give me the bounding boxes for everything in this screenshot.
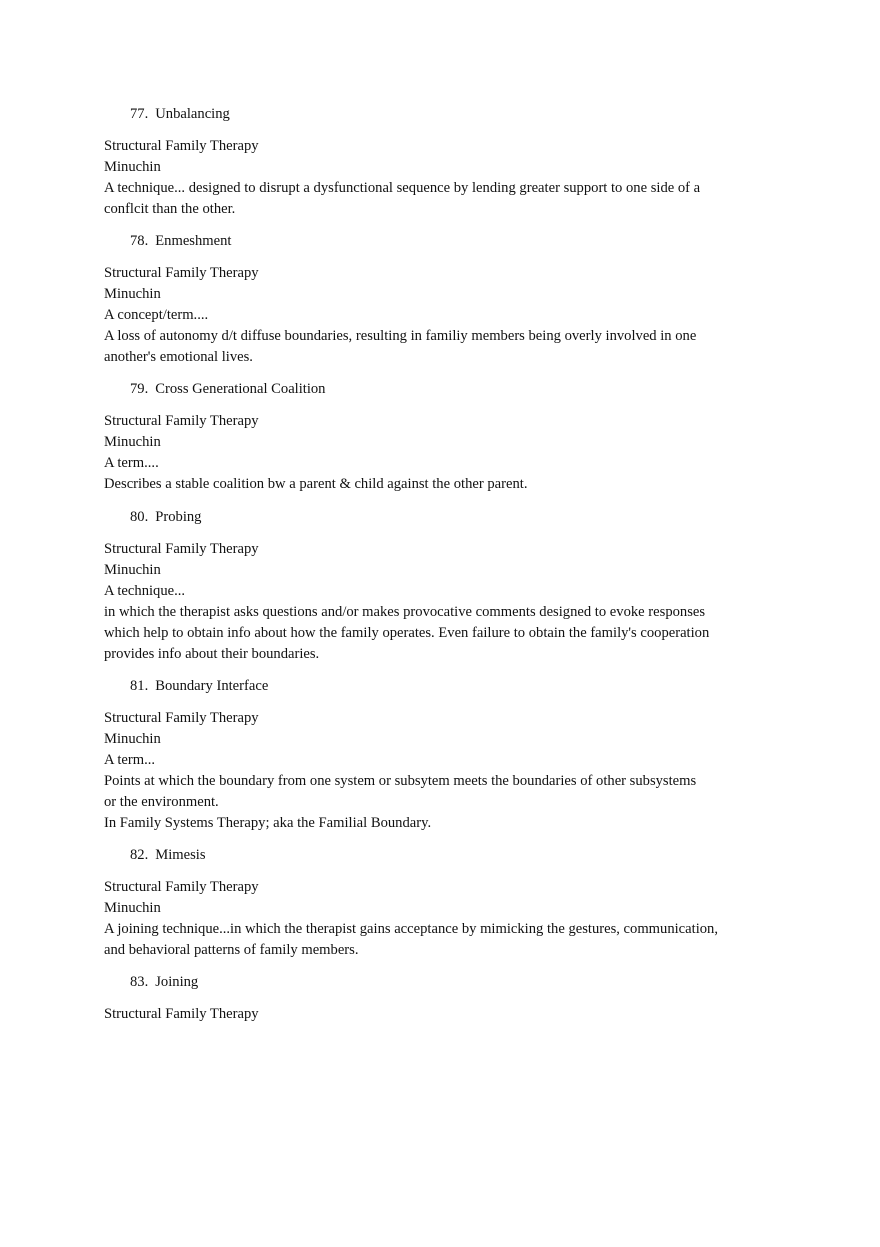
- entry-line: Structural Family Therapy: [104, 413, 259, 429]
- entry-heading: [130, 231, 231, 252]
- entry-number: 77.: [130, 106, 149, 122]
- entry-body: [104, 1004, 784, 1025]
- entry-line: A technique... designed to disrupt a dysfunctional sequence by lending greater support to one side of a: [104, 180, 701, 196]
- entry-line: Structural Family Therapy: [104, 1006, 259, 1022]
- entry-line: Minuchin: [104, 562, 161, 578]
- entry-term: Cross Generational Coalition: [155, 381, 326, 397]
- entry-term: Enmeshment: [155, 233, 232, 249]
- entry-body: [104, 136, 784, 220]
- entry-line: Minuchin: [104, 159, 161, 175]
- entry-line: A joining technique...in which the therapist gains acceptance by mimicking the gestures, communication,: [104, 921, 718, 937]
- entry-line: Structural Family Therapy: [104, 265, 259, 281]
- entry-heading: [130, 507, 201, 528]
- entry-line: Structural Family Therapy: [104, 541, 259, 557]
- entry-line: or the environment.: [104, 794, 219, 810]
- entry-line: and behavioral patterns of family members.: [104, 942, 359, 958]
- entry-line: Points at which the boundary from one system or subsytem meets the boundaries of other subsystems: [104, 773, 697, 789]
- entry-body: [104, 708, 784, 834]
- entry-line: A term....: [104, 455, 159, 471]
- entry-heading: [130, 845, 206, 866]
- entry-heading: [130, 379, 325, 400]
- entry-line: another's emotional lives.: [104, 349, 253, 365]
- entry-line: A concept/term....: [104, 307, 209, 323]
- entry-number: 81.: [130, 678, 149, 694]
- entry-line: A technique...: [104, 583, 186, 599]
- entry-number: 78.: [130, 233, 149, 249]
- entry-line: in which the therapist asks questions and/or makes provocative comments designed to evoke responses: [104, 604, 706, 620]
- entry-line: Structural Family Therapy: [104, 710, 259, 726]
- entry-heading: [130, 676, 268, 697]
- entry-line: A loss of autonomy d/t diffuse boundaries, resulting in familiy members being overly involved in one: [104, 328, 697, 344]
- entry-body: [104, 411, 784, 495]
- entry-line: Structural Family Therapy: [104, 138, 259, 154]
- entry-line: Minuchin: [104, 900, 161, 916]
- entry-body: [104, 263, 784, 368]
- entry-heading: [130, 972, 198, 993]
- entry-body: [104, 539, 784, 665]
- entry-line: conflcit than the other.: [104, 201, 236, 217]
- entry-line: which help to obtain info about how the family operates. Even failure to obtain the family's cooperation: [104, 625, 710, 641]
- entry-number: 79.: [130, 381, 149, 397]
- entry-line: Minuchin: [104, 286, 161, 302]
- entry-term: Probing: [155, 509, 202, 525]
- entry-line: Minuchin: [104, 434, 161, 450]
- entry-number: 82.: [130, 847, 149, 863]
- entry-line: provides info about their boundaries.: [104, 646, 320, 662]
- entry-number: 80.: [130, 509, 149, 525]
- entry-line: In Family Systems Therapy; aka the Familial Boundary.: [104, 815, 432, 831]
- entry-heading: [130, 104, 230, 125]
- entry-line: A term...: [104, 752, 156, 768]
- entry-line: Minuchin: [104, 731, 161, 747]
- entry-term: Mimesis: [155, 847, 206, 863]
- entry-term: Joining: [155, 974, 199, 990]
- entry-term: Boundary Interface: [155, 678, 269, 694]
- entry-body: [104, 877, 784, 961]
- entry-line: Structural Family Therapy: [104, 879, 259, 895]
- entry-number: 83.: [130, 974, 149, 990]
- entry-line: Describes a stable coalition bw a parent & child against the other parent.: [104, 476, 528, 492]
- entry-term: Unbalancing: [155, 106, 230, 122]
